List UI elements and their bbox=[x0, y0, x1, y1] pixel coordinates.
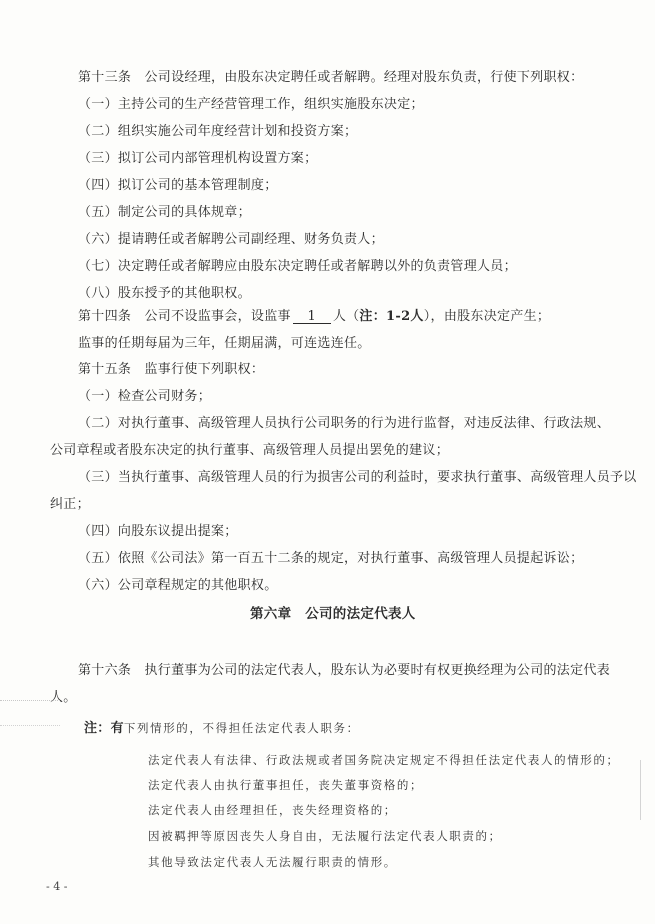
article-13-item: （八）股东授予的其他职权。 bbox=[78, 286, 251, 301]
article-15-item: （三）当执行董事、高级管理人员的行为损害公司的利益时，要求执行董事、高级管理人员予以 bbox=[78, 470, 637, 485]
article-15-item: （二）对执行董事、高级管理人员执行公司职务的行为进行监督，对违反法律、行政法规、 bbox=[78, 416, 611, 431]
article-14-text-after: ），由股东决定产生； bbox=[423, 309, 551, 324]
note-16-item: 法定代表人有法律、行政法规或者国务院决定规定不得担任法定代表人的情形的； bbox=[148, 753, 620, 767]
note-16-item: 法定代表人由经理担任，丧失经理资格的； bbox=[148, 803, 397, 817]
article-13-item: （四）拟订公司的基本管理制度； bbox=[78, 178, 278, 193]
article-16-line-cont: 人。 bbox=[50, 690, 77, 705]
article-13-item: （二）组织实施公司年度经营计划和投资方案； bbox=[78, 124, 358, 139]
scan-edge-mark bbox=[640, 760, 641, 820]
article-15-item-cont: 纠正； bbox=[50, 497, 90, 512]
article-14-text-before: 第十四条 公司不设监事会，设监事 bbox=[78, 309, 291, 324]
article-14-line bbox=[78, 309, 550, 325]
article-15-item: （一）检查公司财务； bbox=[78, 389, 212, 404]
article-14-term: 监事的任期每届为三年，任期届满，可连选连任。 bbox=[78, 336, 371, 351]
article-13-item: （七）决定聘任或者解聘应由股东决定聘任或者解聘以外的负责管理人员； bbox=[78, 259, 517, 274]
note-16-item: 其他导致法定代表人无法履行职责的情形。 bbox=[148, 855, 397, 869]
note-16-item: 因被羁押等原因丧失人身自由，无法履行法定代表人职责的； bbox=[148, 829, 502, 843]
page-number: - 4 - bbox=[46, 880, 68, 893]
scan-fold-mark bbox=[0, 700, 60, 726]
article-13-heading: 第十三条 公司设经理，由股东决定聘任或者解聘。经理对股东负责，行使下列职权： bbox=[78, 70, 584, 85]
article-15-item-cont: 公司章程或者股东决定的执行董事、高级管理人员提出罢免的建议； bbox=[50, 443, 450, 458]
note-label: 注：有 bbox=[84, 721, 124, 736]
article-14-note: 注：1-2人 bbox=[359, 309, 424, 324]
article-15-item: （六）公司章程规定的其他职权。 bbox=[78, 578, 278, 593]
note-lead-text: 下列情形的，不得担任法定代表人职务： bbox=[123, 721, 360, 735]
article-13-item: （一）主持公司的生产经营管理工作，组织实施股东决定； bbox=[78, 97, 424, 112]
article-15-item: （四）向股东议提出提案； bbox=[78, 524, 238, 539]
chapter-6-title: 第六章 公司的法定代表人 bbox=[250, 606, 416, 622]
note-16-lead bbox=[84, 720, 360, 737]
supervisor-count-field: 1 bbox=[293, 310, 331, 324]
article-13-item: （三）拟订公司内部管理机构设置方案； bbox=[78, 151, 318, 166]
article-15-heading: 第十五条 监事行使下列职权： bbox=[78, 362, 265, 377]
article-14-text-mid: 人（ bbox=[332, 309, 360, 324]
article-13-item: （六）提请聘任或者解聘公司副经理、财务负责人； bbox=[78, 232, 384, 247]
article-16-line: 第十六条 执行董事为公司的法定代表人，股东认为必要时有权更换经理为公司的法定代表 bbox=[78, 663, 611, 678]
article-13-item: （五）制定公司的具体规章； bbox=[78, 205, 251, 220]
note-16-item: 法定代表人由执行董事担任，丧失董事资格的； bbox=[148, 778, 424, 792]
article-15-item: （五）依照《公司法》第一百五十二条的规定，对执行董事、高级管理人员提起诉讼； bbox=[78, 551, 584, 566]
